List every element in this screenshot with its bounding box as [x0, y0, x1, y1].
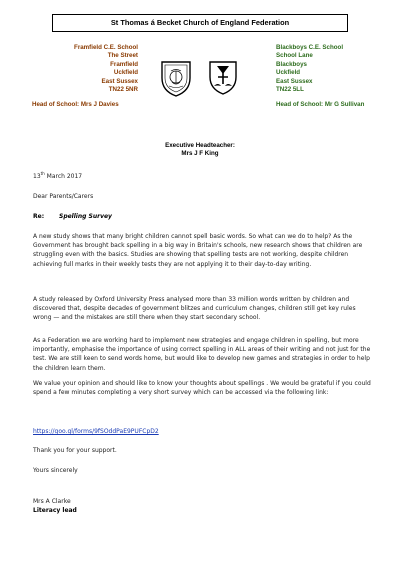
blackboys-head-of-school: Head of School: Mr G Sullivan [276, 101, 365, 108]
school-name: Framfield C.E. School [74, 44, 138, 51]
federation-title: St Thomas á Becket Church of England Federation [52, 14, 348, 32]
signer-role: Literacy lead [33, 507, 77, 514]
survey-link[interactable]: https://goo.gl/forms/9fSOddPaE9PUFCpD2 [33, 428, 159, 435]
salutation: Dear Parents/Carers [33, 193, 94, 200]
subject-text: Spelling Survey [59, 213, 112, 220]
address-line: Blackboys [276, 60, 307, 68]
blackboys-crest-icon [208, 60, 238, 96]
paragraph: As a Federation we are working hard to implement new strategies and engage children in spelling, but more importantly, emphasise the importance of using correct spelling in ALL areas of their writing and not just for the test. We are still keen to send words home, but would like to develop new games and strategies in order to help the children learn them. [33, 337, 371, 372]
subject-line [33, 212, 373, 221]
framfield-school-address [0, 44, 138, 94]
address-line: East Sussex [276, 77, 313, 85]
school-name: Blackboys C.E. School [276, 44, 344, 51]
letter-date [33, 172, 373, 181]
address-line: Uckfield [113, 69, 138, 77]
executive-headteacher [0, 142, 400, 158]
date-day: 13 [33, 173, 41, 180]
postcode: TN22 5LL [276, 86, 304, 94]
executive-title: Executive Headteacher: [165, 142, 235, 149]
date-month-year: March 2017 [44, 173, 83, 180]
framfield-crest-icon [160, 60, 192, 98]
thanks-line: Thank you for your support. [33, 447, 117, 454]
executive-name: Mrs J F King [181, 150, 219, 158]
paragraph: A study released by Oxford University Press analysed more than 33 million words written by children and discovered that, despite decades of government blitzes and curriculum changes, children still get key rules wrong — and the mistakes are still there when they start secondary school. [33, 296, 356, 322]
closing-line: Yours sincerely [33, 467, 78, 474]
paragraph: We value your opinion and should like to know your thoughts about spellings . We would be grateful if you could spend a few minutes completing a very short survey which can be accessed via the following link: [33, 380, 371, 397]
framfield-head-of-school: Head of School: Mrs J Davies [32, 101, 119, 108]
paragraph: A new study shows that many bright children cannot spell basic words. So what can we do to help? As the Government has brought back spelling in a big way in Britain's schools, new research shows that children are struggling even with the basics. Studies are showing that spelling tests are not working, despite children achieving full marks in their weekly tests they are not applying it to their day-to-day writing. [33, 233, 363, 268]
address-line: Framfield [110, 60, 138, 68]
address-line: Uckfield [276, 69, 301, 77]
subject-label: Re: [33, 213, 45, 220]
postcode: TN22 5NR [108, 86, 138, 94]
address-line: East Sussex [101, 77, 138, 85]
address-line: The Street [107, 52, 138, 60]
blackboys-school-address [276, 44, 400, 94]
signer-name: Mrs A Clarke [33, 498, 71, 505]
address-line: School Lane [276, 52, 313, 60]
date-suffix: th [40, 171, 45, 176]
